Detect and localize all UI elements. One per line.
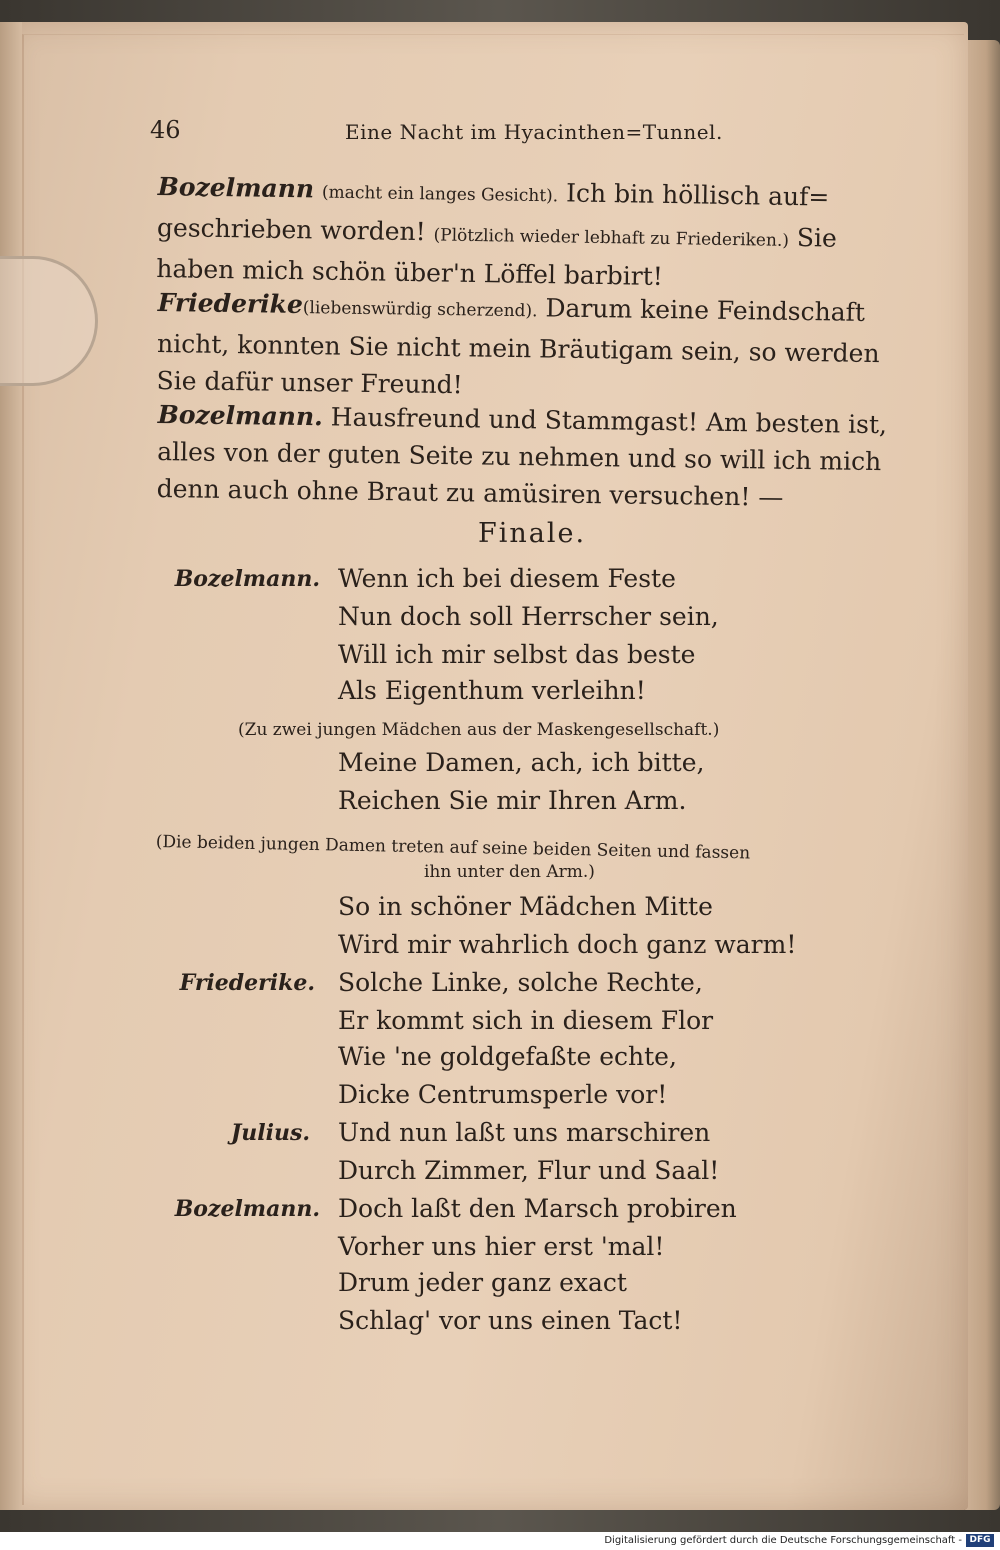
dialogue-text: Darum keine Feindschaft <box>537 293 866 327</box>
dialogue-text: Hausfreund und Stammgast! Am besten ist, <box>322 402 888 440</box>
verse-line: Wenn ich bei diesem Feste <box>338 564 676 593</box>
stage-direction: ihn unter den Arm.) <box>424 862 595 882</box>
stage-direction: (Die beiden jungen Damen treten auf seine beiden Seiten und fassen <box>155 832 751 864</box>
verse-line: Als Eigenthum verleihn! <box>338 676 646 705</box>
verse-line: Meine Damen, ach, ich bitte, <box>338 748 705 777</box>
stage-direction: (macht ein langes Gesicht). <box>321 182 559 207</box>
dialogue-text: Ich bin höllisch auf= <box>557 178 830 212</box>
dialogue-paragraph <box>156 168 918 299</box>
dialogue-text: Sie <box>788 222 838 253</box>
verse-line: Schlag' vor uns einen Tact! <box>338 1306 683 1335</box>
verse-line: Wird mir wahrlich doch ganz warm! <box>338 930 797 959</box>
speaker-label-julius: Julius. <box>230 1120 310 1146</box>
verse-line: Vorher uns hier erst 'mal! <box>338 1232 665 1261</box>
dialogue-line: haben mich schön über'n Löffel barbirt! <box>156 253 664 291</box>
page-edge-right <box>965 40 1000 1510</box>
verse-line: Nun doch soll Herrscher sein, <box>338 602 719 631</box>
stage-direction: (Plötzlich wieder lebhaft zu Friederiken.) <box>433 225 790 251</box>
dialogue-line: Sie dafür unser Freund! <box>156 365 463 400</box>
dialogue-text: geschrieben worden! <box>156 212 434 247</box>
stage-direction: (Zu zwei jungen Mädchen aus der Maskengesellschaft.) <box>238 720 720 740</box>
verse-line: Solche Linke, solche Rechte, <box>338 968 703 997</box>
verse-line: Drum jeder ganz exact <box>338 1268 627 1297</box>
running-title: Eine Nacht im Hyacinthen=Tunnel. <box>345 120 723 144</box>
speaker-label-bozelmann: Bozelmann. <box>174 1196 320 1222</box>
verse-line: Durch Zimmer, Flur und Saal! <box>338 1156 720 1185</box>
dialogue-line: nicht, konnten Sie nicht mein Bräutigam sein, so werden <box>156 328 880 369</box>
dfg-logo: DFG <box>966 1534 994 1547</box>
speaker-name: Bozelmann. <box>157 399 324 432</box>
speaker-name: Bozelmann <box>157 171 315 204</box>
funding-credit: Digitalisierung gefördert durch die Deutsche Forschungsgemeinschaft - <box>604 1535 962 1546</box>
verse-line: Er kommt sich in diesem Flor <box>338 1006 714 1035</box>
page-number: 46 <box>150 116 181 144</box>
verse-line: Wie 'ne goldgefaßte echte, <box>338 1042 677 1071</box>
speaker-label-bozelmann: Bozelmann. <box>174 566 320 592</box>
verse-line: Will ich mir selbst das beste <box>338 640 696 669</box>
verse-line: Doch laßt den Marsch probiren <box>338 1194 737 1223</box>
stage-direction: (liebenswürdig scherzend). <box>302 298 538 322</box>
dialogue-line: denn auch ohne Braut zu amüsiren versuchen! — <box>156 473 784 512</box>
dialogue-line: alles von der guten Seite zu nehmen und so will ich mich <box>157 436 882 477</box>
verse-line: Und nun laßt uns marschiren <box>338 1118 711 1147</box>
dialogue-paragraph <box>156 396 917 518</box>
page-edge-left <box>0 22 22 1510</box>
finale-heading: Finale. <box>478 518 587 549</box>
dialogue-paragraph <box>156 284 918 410</box>
verse-line: So in schöner Mädchen Mitte <box>338 892 713 921</box>
verse-line: Dicke Centrumsperle vor! <box>338 1080 668 1109</box>
speaker-name: Friederike <box>157 287 304 320</box>
verse-line: Reichen Sie mir Ihren Arm. <box>338 786 687 815</box>
speaker-label-friederike: Friederike. <box>179 970 315 996</box>
